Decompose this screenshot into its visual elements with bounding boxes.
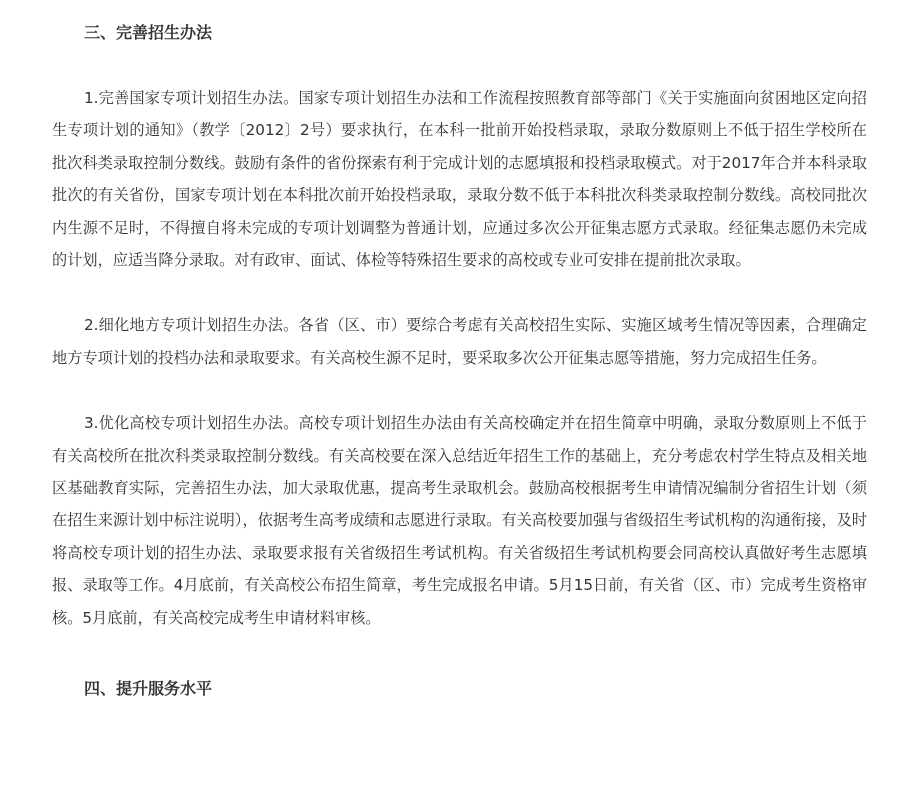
article-body [0,17,907,805]
paragraph-university-special-plan: 3.优化高校专项计划招生办法。高校专项计划招生办法由有关高校确定并在招生简章中明确，录取分数原则上不低于有关高校所在批次科类录取控制分数线。有关高校要在深入总结近年招生工作的基础上，充分考虑农村学生特点及相关地区基础教育实际，完善招生办法，加大录取优惠，提高考生录取机会。鼓励高校根据考生申请情况编制分省招生计划（须在招生来源计划中标注说明），依据考生高考成绩和志愿进行录取。有关高校要加强与省级招生考试机构的沟通衔接，及时将高校专项计划的招生办法、录取要求报有关省级招生考试机构。有关省级招生考试机构要会同高校认真做好考生志愿填报、录取等工作。4月底前，有关高校公布招生简章，考生完成报名申请。5月15日前，有关省（区、市）完成考生资格审核。5月底前，有关高校完成考生申请材料审核。 [52,414,867,627]
section-heading-4: 四、提升服务水平 [84,679,213,699]
paragraph-national-special-plan: 1.完善国家专项计划招生办法。国家专项计划招生办法和工作流程按照教育部等部门《关于实施面向贫困地区定向招生专项计划的通知》（教学〔2012〕2号）要求执行，在本科一批前开始投档录取，录取分数原则上不低于招生学校所在批次科类录取控制分数线。鼓励有条件的省份探索有利于完成计划的志愿填报和投档录取模式。对于2017年合并本科录取批次的有关省份，国家专项计划在本科批次前开始投档录取，录取分数不低于本科批次科类录取控制分数线。高校同批次内生源不足时，不得擅自将未完成的专项计划调整为普通计划，应通过多次公开征集志愿方式录取。经征集志愿仍未完成的计划，应适当降分录取。对有政审、面试、体检等特殊招生要求的高校或专业可安排在提前批次录取。 [52,89,867,270]
paragraph-local-special-plan: 2.细化地方专项计划招生办法。各省（区、市）要综合考虑有关高校招生实际、实施区域考生情况等因素，合理确定地方专项计划的投档办法和录取要求。有关高校生源不足时，要采取多次公开征集志愿等措施，努力完成招生任务。 [52,316,867,367]
section-heading-3: 三、完善招生办法 [84,23,213,42]
